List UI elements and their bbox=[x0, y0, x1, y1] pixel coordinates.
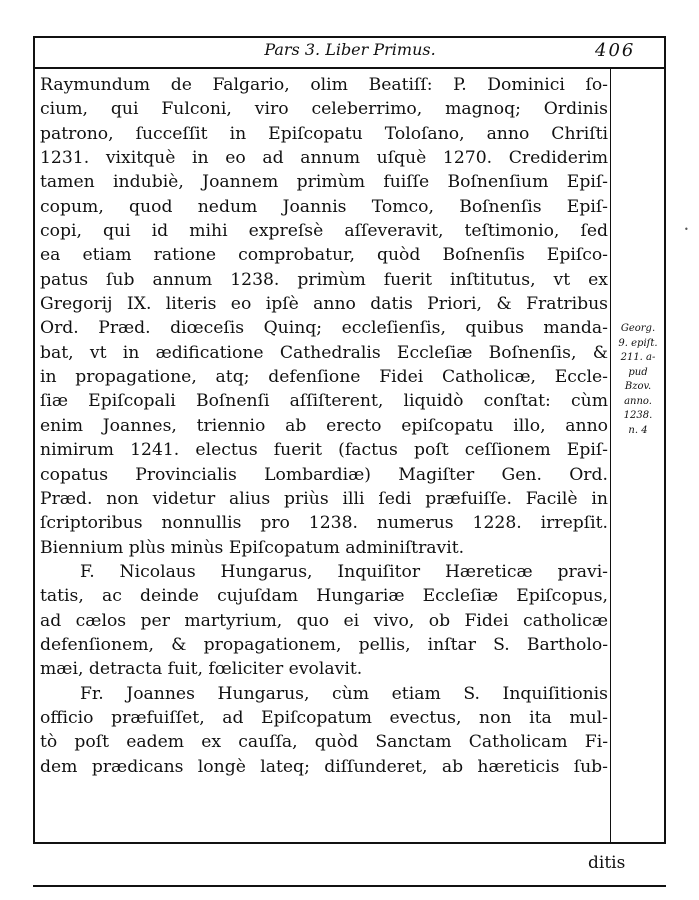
text-line: Gregorij IX. literis eo ipſè anno datis Priori, & Fratribus bbox=[40, 294, 608, 315]
margin-citation-line: Georg. bbox=[620, 323, 656, 334]
frame-left-rule bbox=[33, 36, 35, 844]
running-head: Pars 3. Liber Primus. bbox=[264, 40, 436, 59]
text-line: enim Joannes, triennio ab erecto epiſcopatu illo, anno bbox=[40, 415, 608, 436]
text-line: in propagatione, atq; defenſione Fidei Catholicæ, Eccle- bbox=[40, 367, 608, 388]
text-line: nimirum 1241. electus fuerit (factus poſt ceſſionem Epiſ- bbox=[40, 440, 608, 461]
margin-citation-line: pud bbox=[628, 366, 648, 378]
margin-citation-line: 1238. bbox=[623, 410, 653, 421]
margin-citation bbox=[613, 322, 663, 438]
text-line: ea etiam ratione comprobatur, quòd Boſnenſis Epiſco- bbox=[40, 245, 608, 266]
text-line: tò poſt eadem ex cauſſa, quòd Sanctam Catholicam Fi- bbox=[40, 732, 608, 753]
frame-bottom-rule bbox=[33, 842, 666, 844]
page-bottom-rule bbox=[33, 885, 666, 887]
page-number: 406 bbox=[595, 40, 636, 61]
text-line: ad cælos per martyrium, quo ei vivo, ob Fidei catholicæ bbox=[40, 610, 608, 631]
text-line: officio præfuiſſet, ad Epiſcopatum evectus, non ita mul- bbox=[40, 707, 608, 728]
text-line: copi, qui id mihi expreſsè aſſeveravit, teſtimonio, ſed bbox=[40, 221, 608, 242]
text-line: patrono, ſucceſſit in Epiſcopatu Toloſano, anno Chriſti bbox=[40, 123, 608, 144]
text-line: cium, qui Fulconi, viro celeberrimo, magnoq; Ordinis bbox=[40, 99, 608, 120]
body-text bbox=[40, 73, 608, 779]
margin-citation-line: Bzov. bbox=[624, 381, 652, 392]
paragraph-first-line: F. Nicolaus Hungarus, Inquiſitor Hæreticæ pravi- bbox=[80, 561, 608, 582]
text-line: tatis, ac deinde cujuſdam Hungariæ Eccleſiæ Epiſcopus, bbox=[40, 586, 608, 607]
text-line: ſcriptoribus nonnullis pro 1238. numerus 1228. irrepſit. bbox=[40, 513, 608, 534]
text-line: Ord. Præd. diœceſis Quinq; eccleſienſis, quibus manda- bbox=[40, 318, 608, 339]
print-speck: • bbox=[684, 225, 689, 234]
text-line: Præd. non videtur alius priùs illi ſedi præfuiſſe. Facilè in bbox=[40, 488, 608, 509]
text-line: bat, vt in ædificatione Cathedralis Eccleſiæ Boſnenſis, & bbox=[40, 342, 608, 363]
text-line: copum, quod nedum Joannis Tomco, Boſnenſis Epiſ- bbox=[40, 196, 608, 217]
text-line: Raymundum de Falgario, olim Beatiſſ: P. Dominici ſo- bbox=[40, 75, 608, 95]
header-rule bbox=[33, 67, 666, 69]
margin-column-rule bbox=[610, 67, 611, 844]
text-line: defenſionem, & propagationem, pellis, inſtar S. Bartholo- bbox=[40, 634, 608, 655]
catchword: ditis bbox=[588, 853, 626, 873]
text-line: copatus Provincialis Lombardiæ) Magiſter Gen. Ord. bbox=[40, 464, 608, 485]
frame-top-rule bbox=[33, 36, 666, 38]
text-line: dem prædicans longè lateq; diſſunderet, ab hæreticis ſub- bbox=[40, 756, 608, 777]
paragraph-first-line: Fr. Joannes Hungarus, cùm etiam S. Inquiſitionis bbox=[80, 683, 608, 704]
text-line: 1231. vixitquè in eo ad annum uſquè 1270. Crediderim bbox=[40, 148, 608, 169]
text-line: ſiæ Epiſcopali Boſnenſi aſſiſterent, liquidò conſtat: cùm bbox=[40, 391, 608, 412]
frame-right-rule bbox=[664, 36, 666, 844]
margin-citation-line: anno. bbox=[624, 395, 652, 407]
text-line: patus ſub annum 1238. primùm fuerit inſtitutus, vt ex bbox=[40, 269, 608, 290]
text-line: mæi, detracta fuit, fœliciter evolavit. bbox=[40, 659, 363, 680]
text-line: Biennium plùs minùs Epiſcopatum adminiſtravit. bbox=[40, 537, 465, 558]
margin-citation-line: 211. a- bbox=[620, 352, 656, 363]
text-line: tamen indubiè, Joannem primùm fuiſſe Boſnenſium Epiſ- bbox=[40, 172, 608, 193]
margin-citation-line: n. 4 bbox=[628, 424, 648, 436]
margin-citation-line: 9. epiſt. bbox=[618, 337, 658, 349]
